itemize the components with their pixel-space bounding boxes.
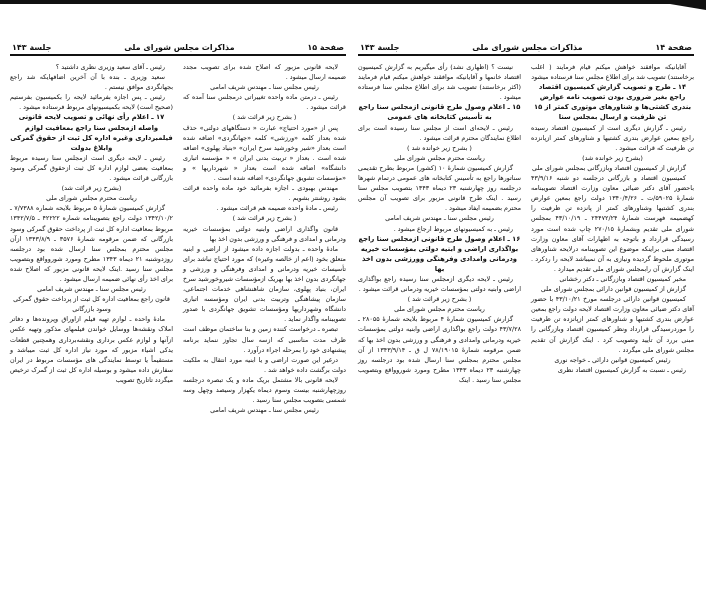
centered-line: ( بشرح زیر قرائت شد ) bbox=[232, 113, 297, 122]
right-page-column-left bbox=[358, 62, 521, 385]
paragraph: پس از «مورد احتیاج» عبارت « دستگاههای دولتی» حذف شده بعداز کلمه «ورزشی» کلمه «جهانگردی» اضافه شده است بعداز «شیر وخورشید سرخ ایران» «بنیاد پهلوی» اضافه شده است . بعداز « تربیت بدنی ایران » « مؤسسه اتباری دانشگاه» اضافه شده است بعداز « شهرداریها » و «مؤسسات تشویق جهانگردی» اضافه شده است . bbox=[183, 123, 346, 183]
centered-line: (بشرح زیر خوانده شد) bbox=[582, 153, 643, 162]
paragraph: گزارش کمیسیون شمارهٔ ۵ مربوط بلایحه شماره ۷/۷۳۸۸ ـ ۱۳۴۲/۱۰/۲ دولت راجع بتصویبنامه شماره ۴۲۲۲۲ ـ ۱۳۴۲/۷/۵ مربوط بمعافیت اداره کل ثبت از پرداخت حقوق گمرکی وسود بازرگانی که ضمن مرقومه شمارهٔ ۳۵۷۶ ـ ۱۳۴۳/۸/۹ ازآن مجلس محترم بمجلس سنا ارسال شده بود درجلسه روزدوشنبه ۲۱ دیماه ۱۳۴۳ مطرح ومورد شوروواقع وبتصویب مجلس سنا رسید .اینک لایحه قانونی مزبور که اصلاح شده برای اخذ رأی نهائی ضمیمه ارسال میشود . bbox=[10, 204, 173, 283]
paragraph: رئیس ـ به کمیسیونهای مربوط ارجاع میشود . bbox=[393, 224, 513, 233]
page-number: صفحة ۱۴ bbox=[655, 43, 692, 52]
paragraph: رئیس ـ درمتن ماده واحده تغییراتی درمجلس سنا آمده که قرائت میشود . bbox=[183, 93, 346, 112]
paragraph: قانون واگذاری اراضی وابنیه دولتی بمؤسسات خیریه ودرمانی و امدادی و فرهنگی و ورزشی بدون اخذ بها bbox=[183, 224, 346, 243]
section-heading: ۱۶ ـ اعلام وصول طرح قانونی ازمجلس سنا راجع بواگذاری اراضی و ابنیه دولتی بمؤسسات خیریه ودرمانی وامدادی وفرهنگی وورزشی بدون اخذ بها bbox=[358, 234, 521, 273]
paragraph: رئیس ـ نسبت به گزارش کمیسیون اقتصاد نظری bbox=[557, 365, 686, 374]
section-heading: ۱۵ ـ اعلام وصول طرح قانونی ازمجلس سنا راجع به تأسیس کتابخانه های عمومی bbox=[358, 103, 521, 122]
paragraph: آقایانیکه موافقند خواهش میکنم قیام فرمایند ( اغلب برخاستند) تصویب شد برای اطلاع مجلس سنا فرستاده میشود bbox=[531, 63, 694, 82]
right-page bbox=[358, 40, 694, 560]
paragraph: درغیر این صورت اراضی و یا ابنیه مورد انتقال به ملکیت دولت برگشت داده خواهد شد . bbox=[183, 355, 346, 374]
paragraph: لایحه قانونی بالا مشتمل بریک ماده و یک تبصره درجلسه روزچهارشنبه بیست وسوم دیماه یکهزار وسیصد وچهل وسه شمسی بتصویب مجلس سنا رسید . bbox=[183, 375, 346, 405]
paragraph: نیست ؟ (اظهاری نشد) رأی میگیریم به گزارش کمیسیون اقتصاد خانمها و آقایانیکه موافقند خواهش میکنم قیام فرمایند (اکثر برخاستند) تصویب شد برای اطلاع مجلس سنا فرستاده میشود . bbox=[358, 63, 521, 102]
centered-line: رئیس مجلس سنا ـ مهندس شریف امامی bbox=[210, 406, 319, 415]
centered-line: رئیس مجلس سنا ـ مهندس شریف امامی bbox=[385, 214, 494, 223]
centered-line: ( بشرح زیر قرائت شد ) bbox=[407, 295, 472, 304]
paragraph: رئیس ـ پس اجازه بفرمائید لایحه را بکمیسیون بفرستیم (صحیح است) لایحه بکمیسیونهای مربوط فرستاده میشود . bbox=[10, 93, 173, 112]
paragraph: مخبر کمیسیون اقتصاد وبازرگانی ـ دکتر رخشانی bbox=[559, 274, 686, 283]
paragraph: تبصره ـ درخواست کننده زمین و بنا ساختمان موظف است ظرف مدت مناسبی که ازسه سال تجاوز ننماید برنامه پیشنهادی خود را بمرحله اجراء درآورد . bbox=[183, 325, 346, 354]
paragraph: گزارش کمیسیون شمارهٔ ۱۰ (کشور) مربوط بطرح تقدیمی سناتورها راجع به تأسیس کتابخانه های عمومی درتمام شهرها درجلسه روز چهارشنبه ۲۳ دیماه ۱۳۴۳ بتصویب مجلس سنا رسید . اینک طرح قانونی مزبور برای تصویب آن مجلس محترم بضمیمه ایفاد میشود . bbox=[358, 163, 521, 213]
publication-title: مذاکرات مجلس شورای ملی bbox=[472, 43, 583, 52]
centered-line: رئیس کمیسیون قوانین دارائی ـ خواجه نوری bbox=[554, 355, 671, 364]
paragraph: مادهٔ واحده ـ لوازم تهیه فیلم ازاوراق وپرونده‌ها و دفاتر املاک ونقشه‌ها ووسایل خواندن فیلمهای مذکور وتهیه عکس ازآنها و لوازم عکس برداری ونقشه‌برداری وهمچنین قطعات یدکی اشیاء مزبور که مورد نیاز اداره کل ثبت میباشد و مستقیماً یا توسط نمایندگی های مؤسسات مربوط در ایران سفارش داده میشود و بوسیله اداره کل ثبت از گمرک ترخیص میگردد تاتاریخ تصویب bbox=[10, 315, 173, 384]
section-heading: ۱۷ ـ اعلام رأی نهائی و تصویب لایحه قانونی واصله ازمجلس سنا راجع بمعافیت لوازم فیلمبرداری وغیره اداره کل ثبت از حقوق گمرکی وابلاغ بدولت bbox=[10, 113, 173, 152]
paragraph: رئیس ـ لایحه دیگری است ازمجلس سنا رسیده مربوط بمعافیت بعضی لوازم اداره کل ثبت ازحقوق گمرکی وسود بازرگانی قرائت میشود . bbox=[10, 153, 173, 183]
paragraph: مادهٔ واحده ـ بدولت اجازه داده میشود از اراضی و ابنیه متعلق بخود (اعم از خالصه وغیره) که مورد احتیاج نباشد برای تأسیسات خیریه ودرمانی و امدادی وفرهنگی و ورزشی و جهانگردی بدون اخذ بها بهریک ازمؤسسات شیروخورشید سرخ ایران، بنیاد پهلوی، سازمان شاهنشاهی خدمات اجتماعی، سازمان پیشاهنگی وتربیت بدنی ایران ومؤسسه اتباری دانشگاه وشهرداریها ومؤسسات تشویق جهانگردی با صدور تصویبنامه واگذار نماید . bbox=[183, 244, 346, 324]
paragraph: گزارش کمیسیون شمارهٔ ۴ مربوط بلایحه شمارهٔ ۲۸۰۵۵ ـ ۴۳/۷/۲۸ دولت راجع بواگذاری اراضی وابنیه دولتی بمؤسسات خیریه ودرمانی وامدادی و فرهنگی و ورزشی بدون اخذ بها که ضمن مرقومه شمارهٔ ۷۸/۱۹۰۱۵ ل ق ـ ۱۳۴۳/۹/۱۴ از آن مجلس محترم بمجلس سنا ارسال شده بود درجلسه روز چهارشنبه ۲۳ دیماه ۱۳۴۳ مطرح ومورد شوروواقع وبتصویب مجلس سنا رسید . اینک bbox=[358, 315, 521, 384]
paragraph: رئیس ـ گزارش دیگری است از کمیسیون اقتصاد رسیده راجع بمعین عوارض بندری کشتیها و شناورهای کمتر ازپانزده تن ظرفیت که قرائت میشود . bbox=[531, 123, 694, 152]
paragraph: سعید وزیری ـ بنده با آن آخرین اضافهایکه شد راجع بجهانگردی موافق نیستم . bbox=[10, 73, 173, 92]
paragraph: گزارش از کمیسیون اقتصاد وبازرگانی بمجلس شورای ملی bbox=[531, 163, 686, 172]
page-number: صفحة ۱۵ bbox=[307, 43, 344, 52]
paragraph: لایحه قانونی مزبور که اصلاح شده برای تصویب مجدد ضمیمه ارسال میشود . bbox=[183, 63, 346, 82]
session-number: جلسة ۱۴۳ bbox=[360, 43, 400, 52]
centered-line: رئیس مجلس سنا ـ مهندس شریف امامی bbox=[210, 83, 319, 92]
scan-top-edge bbox=[0, 0, 706, 4]
paragraph: رئیس ـ مادهٔ واحده ضمیمه هم قرائت میشود . bbox=[216, 204, 338, 213]
centered-line: ( بشرح زیر قرائت شد ) bbox=[232, 214, 297, 223]
scan-corner-shadow bbox=[646, 0, 706, 10]
paragraph: مهندس بهبودی ـ اجازه بفرمائید خود ماده واحده قرائت بشود روشنتر بشویم . bbox=[183, 184, 346, 203]
centered-line: ( بشرح زیر خوانده شد ) bbox=[407, 143, 472, 152]
paragraph: کمیسیون قوانین دارائی درجلسه مورخ ۴۳/۱۰/۲۱ با حضور آقای دکتر ضیائی معاون وزارت اقتصاد لایحه دولت راجع بمعین عوارض بندری کشتیها و شناورهای کمتر ازپانزده تن ظرفیت را موردرسیدگی قرارداد ونظر کمیسیون اقتصاد وبازرگانی را مبنی بررد آن تأیید وتصویب کرد . اینک گزارش آن تقدیم مجلس شورای ملی میگردد . bbox=[531, 295, 694, 354]
left-page bbox=[10, 40, 346, 560]
paragraph: رئیس ـ لایحه دیگری ازمجلس سنا رسیده راجع بواگذاری اراضی وابنیه دولتی بمؤسسات خیریه ودرمانی قرائت میشود . bbox=[358, 274, 521, 294]
paragraph: رئیس ـ آقای سعید وزیری نظری داشتید ؟ bbox=[55, 63, 165, 71]
page-header bbox=[10, 40, 346, 56]
centered-line: ریاست محترم مجلس شورای ملی bbox=[394, 305, 485, 314]
publication-title: مذاکرات مجلس شورای ملی bbox=[124, 43, 235, 52]
centered-line: رئیس مجلس سنا ـ مهندس شریف امامی bbox=[37, 285, 146, 294]
centered-line: ریاست محترم مجلس شورای ملی bbox=[46, 194, 137, 203]
paragraph: رئیس ـ لایحه‌ای است از مجلس سنا رسیده است برای اطلاع نمایندگان محترم قرائت میشود . bbox=[358, 123, 521, 142]
paragraph: گزارش از کمیسیون قوانین دارائی بمجلس شورای ملی bbox=[540, 285, 686, 294]
section-heading: ۱۴ ـ طرح و تصویب گزارش کمیسیون اقتصاد راجع بغیر ضروری بودن تصویب نامه عوارض بندری کشتی‌ها و شناورهای موتوری کمتر از ۱۵ تن ظرفیت و ارسال بمجلس سنا bbox=[533, 83, 692, 122]
left-page-column-left bbox=[10, 62, 173, 415]
centered-line: ریاست محترم مجلس شورای ملی bbox=[394, 153, 485, 162]
session-number: جلسة ۱۴۳ bbox=[12, 43, 52, 52]
page-header bbox=[358, 40, 694, 56]
right-page-column-right bbox=[531, 62, 694, 385]
centered-line: قانون راجع بمعافیت اداره کل ثبت از پرداخت حقوق گمرکی وسود بازرگانی bbox=[13, 295, 170, 314]
paragraph: کمیسیون اقتصاد و بازرگانی درجلسه دو شنبه ۴۳/۹/۱۶ باحضور آقای دکتر ضیائی معاون وزارت اقتصاد تصویبنامه شمارهٔ ۵۹۰۲۵/ت ـ ۱۳۴۰/۴/۲۶ دولت راجع بمعین عوارض بندری کشتیها وشناورهای کمتر از پانزده تن ظرفیت را کهضمیمه فهرست شمارهٔ ۲۴۴۷۲/۲۴ ـ ۴۳/۱۰/۱۹ بمجلس شورای ملی تقدیم وبشمارهٔ ۲۷۰/۱۵ چاپ شده است مورد رسیدگی قرارداد و باتوجه به اظهارات آقای معاون وزارت اقتصاد مبنی براینکه موضوع این تصویبنامه درلایحه شناورهای موتوری ملحوظ گردیده ونیازی به آن نمیباشد لایحه را ردکرد . اینک گزارش آن رابمجلس شورای ملی تقدیم میدارد . bbox=[531, 174, 695, 273]
left-page-column-right bbox=[183, 62, 346, 415]
centered-line: (بشرح زیر قرائت شد) bbox=[61, 184, 122, 193]
